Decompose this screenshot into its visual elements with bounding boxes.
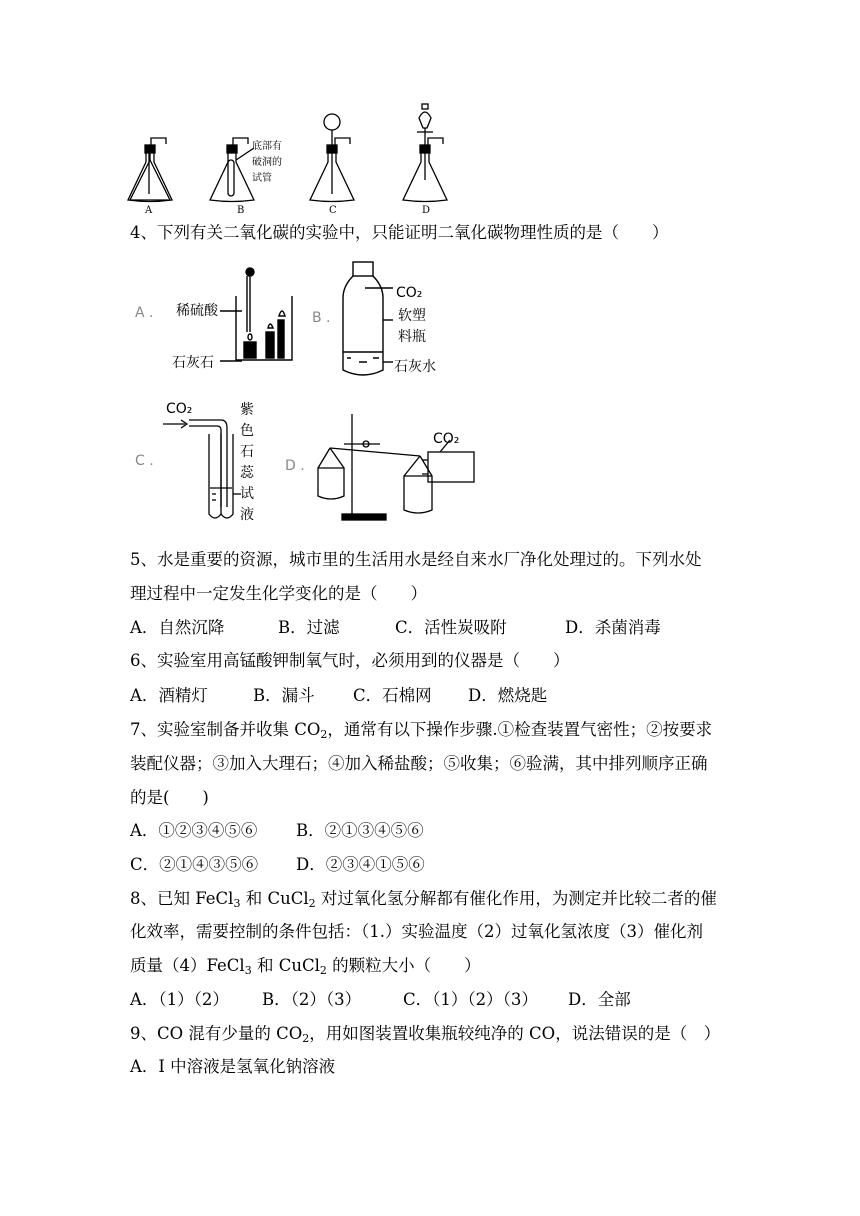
q5-option-b: B．过滤 [278, 618, 340, 637]
q5-option-d: D．杀菌消毒 [565, 618, 661, 637]
q4-fig-b-water-label: 石灰水 [394, 359, 436, 375]
q7-option-a: A．①②③④⑤⑥ [130, 821, 258, 840]
q7-option-b: B．②①③④⑤⑥ [296, 821, 424, 840]
q4-fig-d-balance [310, 410, 480, 530]
q7-option-c: C．②①④③⑤⑥ [130, 855, 259, 874]
q8-option-a: A．（1）（2） [130, 990, 229, 1009]
q6-option-c: C．石棉网 [353, 686, 432, 705]
q9-stem: 9、CO 混有少量的 $CO_2$，用如图装置收集瓶较纯净的 CO，说法错误的是（ ） [130, 1024, 721, 1045]
q3-label-c: C [329, 205, 337, 216]
q4-fig-c-litmus-label: 紫 色 石 蕊 试 液 [240, 402, 254, 523]
q8-stem-line3: 质量（4）FeCl$_3$ 和 CuCl$_2$ 的颗粒大小（ ） [130, 956, 481, 977]
q9-option-a: A．I 中溶液是氢氧化钠溶液 [130, 1057, 336, 1076]
q8-option-c: C．（1）（2）（3） [403, 990, 538, 1009]
q6-option-a: A．酒精灯 [130, 686, 208, 705]
q5-stem-line1: 5、水是重要的资源，城市里的生活用水是经自来水厂净化处理过的。下列水处 [130, 550, 702, 569]
q4-fig-a-acid-label: 稀硫酸 [176, 303, 218, 319]
flask-d [403, 104, 447, 202]
q5-option-a: A．自然沉降 [130, 618, 225, 637]
q8-option-b: B．（2）（3） [262, 990, 362, 1009]
q4-fig-c-letter: C . [135, 453, 154, 469]
q3-label-a: A [145, 205, 153, 216]
q5-option-c: C．活性炭吸附 [395, 618, 507, 637]
q7-option-d: D．②③④①⑤⑥ [296, 855, 425, 874]
q7-stem-line2: 装配仪器；③加入大理石；④加入稀盐酸；⑤收集；⑥验满，其中排列顺序正确 [130, 754, 708, 773]
flask-b [210, 138, 254, 202]
q8-stem-line1: 8、已知 FeCl$_3$ 和 CuCl$_2$ 对过氧化氢分解都有催化作用，为测定并比较二者的催 [130, 889, 717, 910]
q4-fig-a-beaker [220, 262, 300, 372]
q4-fig-b-gas: CO₂ [396, 285, 423, 301]
q4-fig-b-bottle-label: 软塑 料瓶 [398, 308, 426, 345]
q4-fig-a-letter: A . [135, 305, 154, 321]
flask-c [310, 114, 354, 202]
q4-fig-a-stone-label: 石灰石 [172, 355, 214, 371]
q3-b-note: 底部有 破洞的 试管 [252, 141, 282, 184]
flask-a [128, 138, 172, 202]
q4-stem: 4、下列有关二氧化碳的实验中，只能证明二氧化碳物理性质的是（ ） [130, 223, 669, 242]
q7-stem-line1: 7、实验室制备并收集 $CO_2$，通常有以下操作步骤.①检查装置气密性；②按要求 [130, 720, 713, 741]
q4-fig-b-bottle [335, 258, 395, 383]
q5-stem-line2: 理过程中一定发生化学变化的是（ ） [130, 584, 427, 603]
q4-fig-c-gas: CO₂ [166, 401, 193, 417]
q8-option-d: D．全部 [568, 990, 631, 1009]
q3-label-d: D [422, 205, 431, 216]
q6-stem: 6、实验室用高锰酸钾制氧气时，必须用到的仪器是（ ） [130, 651, 570, 670]
q3-apparatus-figure [120, 100, 460, 220]
q4-fig-d-letter: D . [285, 458, 305, 474]
q4-fig-b-letter: B . [312, 310, 331, 326]
q6-option-d: D．燃烧匙 [468, 686, 548, 705]
q8-stem-line2: 化效率，需要控制的条件包括：（1.）实验温度（2）过氧化氢浓度（3）催化剂 [130, 922, 703, 941]
q4-fig-c-tube [163, 412, 243, 527]
q7-stem-line3: 的是( ) [130, 788, 209, 807]
q3-label-b: B [237, 205, 245, 216]
q4-fig-d-gas: CO₂ [433, 431, 460, 447]
q6-option-b: B．漏斗 [253, 686, 315, 705]
